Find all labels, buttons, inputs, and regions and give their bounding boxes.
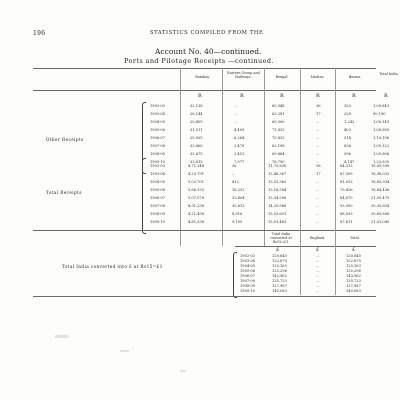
header-bottom-rule: [33, 90, 376, 91]
account-title: Account No. 40—continued.: [155, 47, 262, 56]
col-header-total-india-converted: Total India converted at Rs15=£1.: [270, 232, 292, 244]
currency-mark: £: [276, 247, 280, 253]
col-header-england: England.: [309, 236, 326, 240]
currency-mark: R: [198, 93, 202, 99]
section-brace: [142, 158, 146, 234]
scanned-page: 196 STATISTICS COMPILED FROM THE Account No. 40—continued. Ports and Pilotage Receipts —continued. Bombay. Eastern Group and Railways. Bengal. Madras. Burma. Total India. R R R R R R Other Receipts 1902-03 1903-04 1904-05 1905-06 1906-07 1907-08 1908-09 1909-10 32,138 26,144 29,409 31,511 25,505 33,660 32,675 33,615 ... ... ... 4,409 6,264 2,479 2,451 7,977 65,348 63,281 69,300 71,833 75,833 62,198 69,864 78,790 36 17 ... ... ... ... ... ... 320 228 1,242 403 514 836 596 4,147 1,00,643 90,190 1,00,149 1,08,589 1,10,196 1,09,122 1,05,586 1,23,530 Total Receipts 1902-03 1903-04 1904-05 1905-06 1906-07 1907-08 1908-09 1909-10 4,71,348 4,23,791 5,02,701 5,66,133 5,07,578 4,91,238 4,21,458 4,81,538 36 ... 812 16,252 33,604 30,612 8,916 9,105 11,75,830 13,48,367 13,01,363 13,16,584 13,34,508 14,20,968 15,53,601 15,01,483 36 17 ... ... ... ... ... ... 64,315 67,309 81,032 79,426 84,070 93,950 88,933 87,611 18,09,599 18,38,033 18,85,934 18,64,436 21,59,479 20,35,854 20,69,808 21,01,049 Total India converted at Rs15=£1. England. Total. £ £ £ Total India converted into £ at Rs15=£1 1902-03 1903-04 1904-05 1905-06 1906-07 1907-08 1908-09 1909-10 120,640 122,870 125,163 125,296 143,962 135,723 137,987 140,083 ... ... ... ... ... ... ... ... 120,640 122,870 125,163 125,296 143,962 135,723 137,987 140,083: [0, 0, 400, 400]
running-header: STATISTICS COMPILED FROM THE: [150, 30, 264, 36]
table-top-rule: [33, 68, 376, 69]
section-label-total: Total Receipts: [46, 190, 82, 195]
col-header-total: Total India.: [379, 72, 399, 76]
col-header-madras: Madras.: [310, 75, 325, 79]
converted-label: Total India converted into £ at Rs15=£1: [62, 264, 163, 269]
col-header-bombay: Bombay.: [195, 75, 210, 79]
currency-mark: R: [280, 93, 284, 99]
converted-brace: [233, 252, 237, 298]
section-label-other: Other Receipts: [46, 137, 84, 142]
table-bottom-rule: [33, 296, 376, 297]
currency-mark: £: [352, 247, 356, 253]
table-subtitle: Ports and Pilotage Receipts —continued.: [124, 57, 274, 65]
col-header-eastern-group: Eastern Group and Railways.: [227, 71, 260, 79]
currency-mark: R: [384, 93, 388, 99]
page-number: 196: [33, 30, 46, 37]
currency-mark: R: [316, 93, 320, 99]
scan-smudge: [55, 335, 69, 338]
col-header-converted-total: Total.: [350, 236, 360, 240]
currency-mark: £: [316, 247, 320, 253]
currency-mark: R: [240, 93, 244, 99]
scan-smudge: [120, 350, 129, 352]
table-mid-rule: [33, 230, 376, 231]
col-header-bengal: Bengal.: [275, 75, 289, 79]
currency-mark: R: [352, 93, 356, 99]
scan-smudge: [180, 370, 186, 372]
col-header-burma: Burma.: [348, 75, 362, 79]
